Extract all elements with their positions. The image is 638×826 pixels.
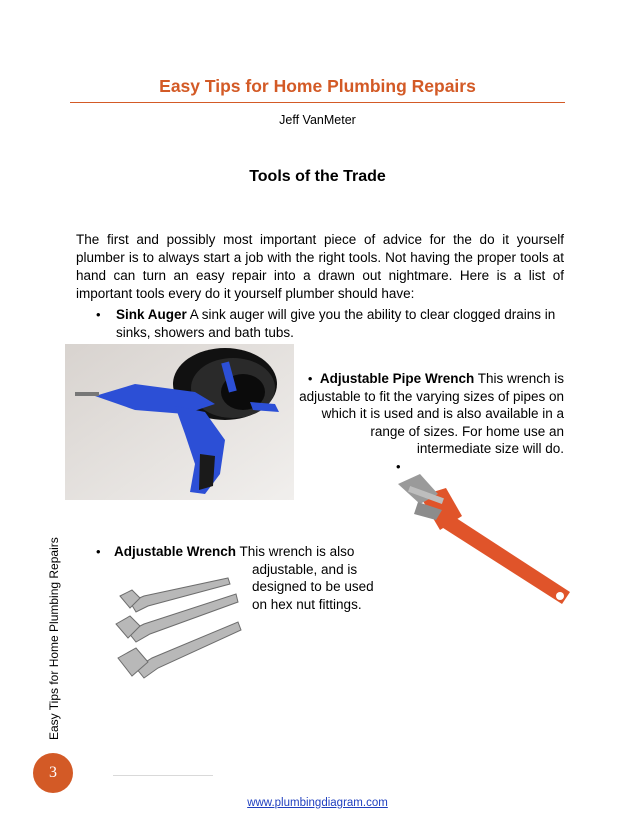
sink-auger-photo — [65, 344, 294, 500]
pipe-wrench-photo — [380, 474, 584, 624]
tool-name: Adjustable Pipe Wrench — [319, 371, 475, 386]
bullet-icon: • — [307, 371, 313, 386]
tool-item-adjustable-pipe-wrench — [298, 370, 564, 458]
intro-paragraph: The first and possibly most important piece of advice for the do it yourself plumber is to always start a job with the right tools. Not having the proper tools at hand can turn an easy repair into a drawn out nightmare. Here is a list of important tools every do it yourself plumber should have: — [76, 232, 564, 301]
title-underline — [70, 102, 565, 103]
tool-description-rest: adjustable, and is designed to be used on hex nut fittings. — [252, 561, 374, 612]
tool-item-sink-auger — [96, 306, 556, 342]
tool-name: Adjustable Wrench — [114, 544, 237, 559]
footer-divider — [113, 775, 213, 776]
section-heading: Tools of the Trade — [249, 168, 386, 185]
adjustable-wrenches-photo — [108, 572, 243, 690]
author-name: Jeff VanMeter — [279, 113, 356, 127]
tool-name: Sink Auger — [116, 307, 187, 322]
document-title: Easy Tips for Home Plumbing Repairs — [159, 76, 476, 96]
running-title: Easy Tips for Home Plumbing Repairs — [47, 537, 61, 740]
tool-description: A sink auger will give you the ability to clear clogged drains in sinks, showers and bath tubs. — [116, 307, 556, 340]
footer-website-link[interactable]: www.plumbingdiagram.com — [247, 797, 388, 809]
bullet-icon: • — [96, 544, 101, 559]
page-number-badge: 3 — [33, 753, 73, 793]
tool-description: This wrench is adjustable to fit the varying sizes of pipes on which it is used and is also available in a range of sizes. For home use an intermediate size will do. — [299, 371, 564, 456]
empty-bullet-icon: • — [396, 459, 401, 474]
tool-description-first: This wrench is also — [239, 544, 355, 559]
bullet-icon: • — [96, 307, 101, 322]
